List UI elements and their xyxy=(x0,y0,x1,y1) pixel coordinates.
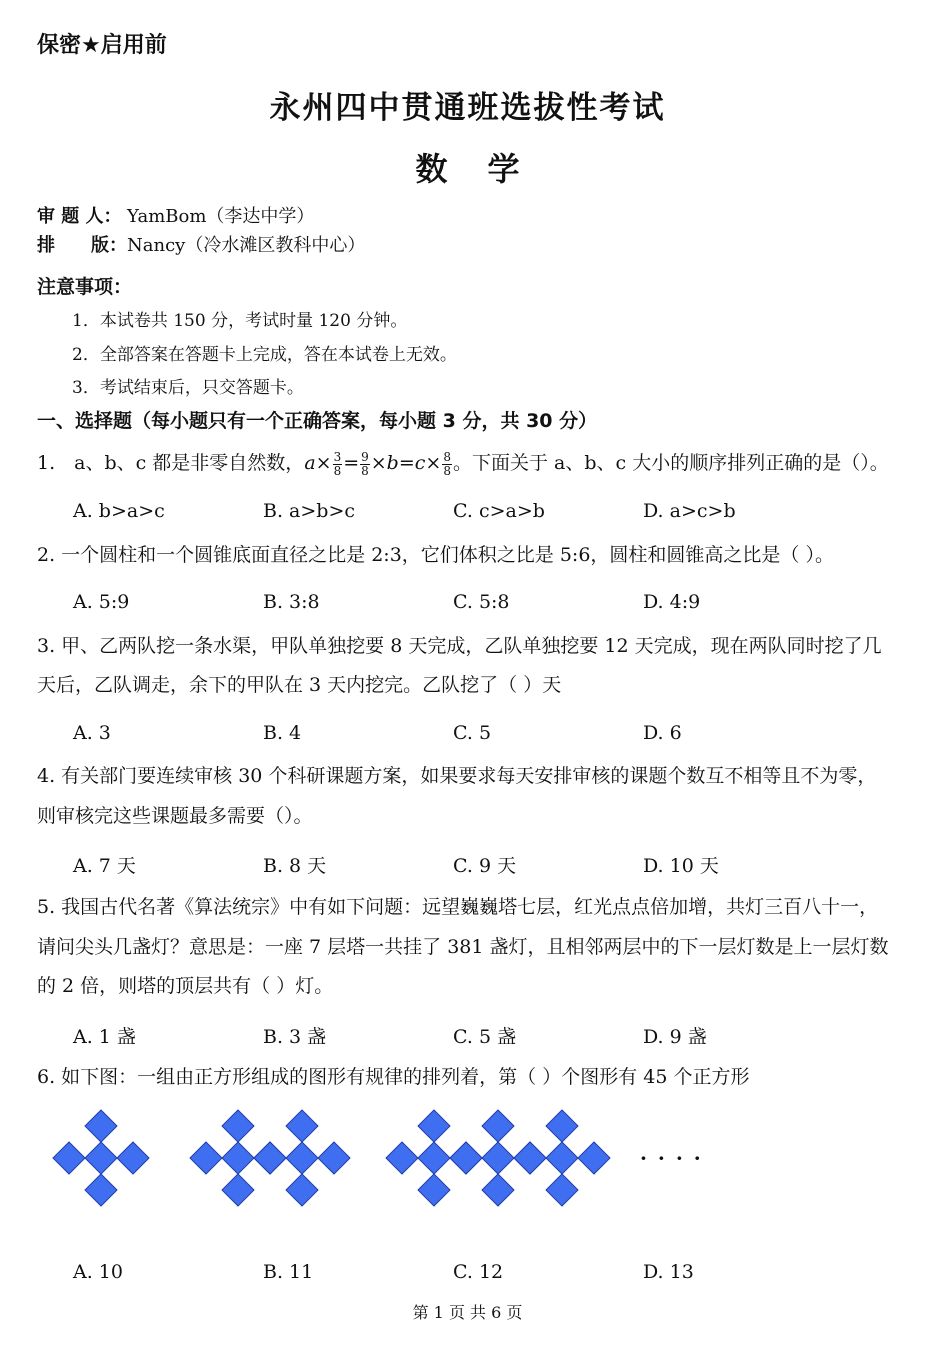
square-shape xyxy=(514,1142,546,1174)
square-shape xyxy=(85,1174,117,1206)
meta-key: 审 题 人： xyxy=(37,206,122,227)
notice-heading: 注意事项： xyxy=(37,276,133,298)
q1-option-c: C. c>a>b xyxy=(453,500,545,522)
square-shape xyxy=(222,1174,254,1206)
square-shape xyxy=(482,1110,514,1142)
square-shape xyxy=(482,1174,514,1206)
notice-item: 1．本试卷共 150 分，考试时量 120 分钟。 xyxy=(72,311,408,331)
square-shape xyxy=(546,1110,578,1142)
square-shape xyxy=(85,1142,117,1174)
confidential-label: 保密★启用前 xyxy=(37,33,167,58)
q5-option-c: C. 5 盏 xyxy=(453,1026,517,1048)
q2-option-a: A. 5:9 xyxy=(73,591,130,613)
question-3-line-1: 3. 甲、乙两队挖一条水渠，甲队单独挖要 8 天完成，乙队单独挖要 12 天完成，现在两队同时挖了几 xyxy=(37,635,882,657)
square-shape xyxy=(222,1110,254,1142)
q2-option-c: C. 5:8 xyxy=(453,591,510,613)
square-shape xyxy=(386,1142,418,1174)
square-shape xyxy=(418,1110,450,1142)
q4-option-a: A. 7 天 xyxy=(73,855,136,877)
section-heading: 一、选择题（每小题只有一个正确答案，每小题 3 分，共 30 分） xyxy=(37,410,598,432)
q6-option-c: C. 12 xyxy=(453,1261,504,1283)
q1-eq-equals: = xyxy=(343,452,360,474)
square-shape xyxy=(85,1110,117,1142)
question-4-line-1: 4. 有关部门要连续审核 30 个科研课题方案，如果要求每天安排审核的课题个数互不相等且不为零， xyxy=(37,765,877,787)
square-shape xyxy=(578,1142,610,1174)
q4-option-d: D. 10 天 xyxy=(643,855,719,877)
square-shape xyxy=(450,1142,482,1174)
question-5-line-3: 的 2 倍，则塔的顶层共有（ ）灯。 xyxy=(37,975,334,997)
q1-option-a: A. b>a>c xyxy=(73,500,165,522)
square-shape xyxy=(117,1142,149,1174)
subject-title: 数学 xyxy=(415,150,560,188)
q1-text-post: 。下面关于 a、b、c 大小的顺序排列正确的是（）。 xyxy=(452,452,889,474)
fraction-numerator: 3 xyxy=(333,449,342,464)
q6-option-d: D. 13 xyxy=(643,1261,694,1283)
q4-option-b: B. 8 天 xyxy=(263,855,327,877)
meta-typesetter xyxy=(37,231,365,257)
question-1 xyxy=(37,443,912,483)
fraction xyxy=(360,451,370,478)
meta-key: 排 版： xyxy=(37,235,127,256)
exam-title: 永州四中贯通班选拔性考试 xyxy=(269,90,666,126)
q5-option-a: A. 1 盏 xyxy=(73,1026,136,1048)
meta-value: YamBom（李达中学） xyxy=(127,206,315,227)
square-shape xyxy=(190,1142,222,1174)
square-shape xyxy=(53,1142,85,1174)
pattern-figure-3 xyxy=(386,1110,610,1206)
q6-option-b: B. 11 xyxy=(263,1261,314,1283)
fraction xyxy=(442,451,452,478)
question-4-line-2: 则审核完这些课题最多需要（）。 xyxy=(37,805,313,827)
q5-option-d: D. 9 盏 xyxy=(643,1026,707,1048)
question-6: 6. 如下图：一组由正方形组成的图形有规律的排列着，第（ ）个图形有 45 个正方形 xyxy=(37,1066,750,1088)
square-shape xyxy=(286,1142,318,1174)
q3-option-b: B. 4 xyxy=(263,722,302,744)
meta-value: Nancy（冷水滩区教科中心） xyxy=(127,235,366,256)
notice-item: 3．考试结束后，只交答题卡。 xyxy=(72,378,304,398)
q6-option-a: A. 10 xyxy=(73,1261,123,1283)
q2-option-d: D. 4:9 xyxy=(643,591,701,613)
q1-option-b: B. a>b>c xyxy=(263,500,356,522)
square-shape xyxy=(482,1142,514,1174)
q1-text-pre: 1. a、b、c 都是非零自然数， xyxy=(37,452,305,474)
fraction-numerator: 9 xyxy=(361,449,369,464)
square-shape xyxy=(286,1110,318,1142)
fraction-denominator: 8 xyxy=(443,463,451,478)
square-shape xyxy=(254,1142,286,1174)
square-shape xyxy=(286,1174,318,1206)
square-shape xyxy=(546,1142,578,1174)
q1-option-d: D. a>c>b xyxy=(643,500,736,522)
square-shape xyxy=(318,1142,350,1174)
fraction xyxy=(333,451,343,478)
question-5-line-2: 请问尖头几盏灯？意思是：一座 7 层塔一共挂了 381 盏灯，且相邻两层中的下一层灯数是上一层灯数 xyxy=(37,936,889,958)
notice-item: 2．全部答案在答题卡上完成，答在本试卷上无效。 xyxy=(72,345,457,365)
q4-option-c: C. 9 天 xyxy=(453,855,517,877)
square-shape xyxy=(418,1174,450,1206)
pattern-ellipsis: · · · · xyxy=(640,1146,703,1170)
pattern-figure-1 xyxy=(53,1110,149,1206)
fraction-denominator: 8 xyxy=(361,463,369,478)
square-pattern-figure xyxy=(0,1100,935,1220)
square-shape xyxy=(546,1174,578,1206)
fraction-numerator: 8 xyxy=(443,449,451,464)
question-2: 2. 一个圆柱和一个圆锥底面直径之比是 2:3，它们体积之比是 5:6，圆柱和圆锥高之比是（ ）。 xyxy=(37,544,834,566)
q1-eq-b: ×b=c× xyxy=(370,452,442,474)
q5-option-b: B. 3 盏 xyxy=(263,1026,327,1048)
question-5-line-1: 5. 我国古代名著《算法统宗》中有如下问题：远望巍巍塔七层，红光点点倍加增，共灯三百八十一， xyxy=(37,896,879,918)
pattern-figure-2 xyxy=(190,1110,350,1206)
meta-reviewer xyxy=(37,202,314,228)
q3-option-d: D. 6 xyxy=(643,722,682,744)
question-3-line-2: 天后，乙队调走，余下的甲队在 3 天内挖完。乙队挖了（ ）天 xyxy=(37,674,562,696)
q3-option-c: C. 5 xyxy=(453,722,492,744)
q1-eq-a: a× xyxy=(304,452,332,474)
q3-option-a: A. 3 xyxy=(73,722,111,744)
square-shape xyxy=(418,1142,450,1174)
square-shape xyxy=(222,1142,254,1174)
page-footer: 第 1 页 共 6 页 xyxy=(412,1303,523,1322)
q2-option-b: B. 3:8 xyxy=(263,591,320,613)
fraction-denominator: 8 xyxy=(333,463,342,478)
